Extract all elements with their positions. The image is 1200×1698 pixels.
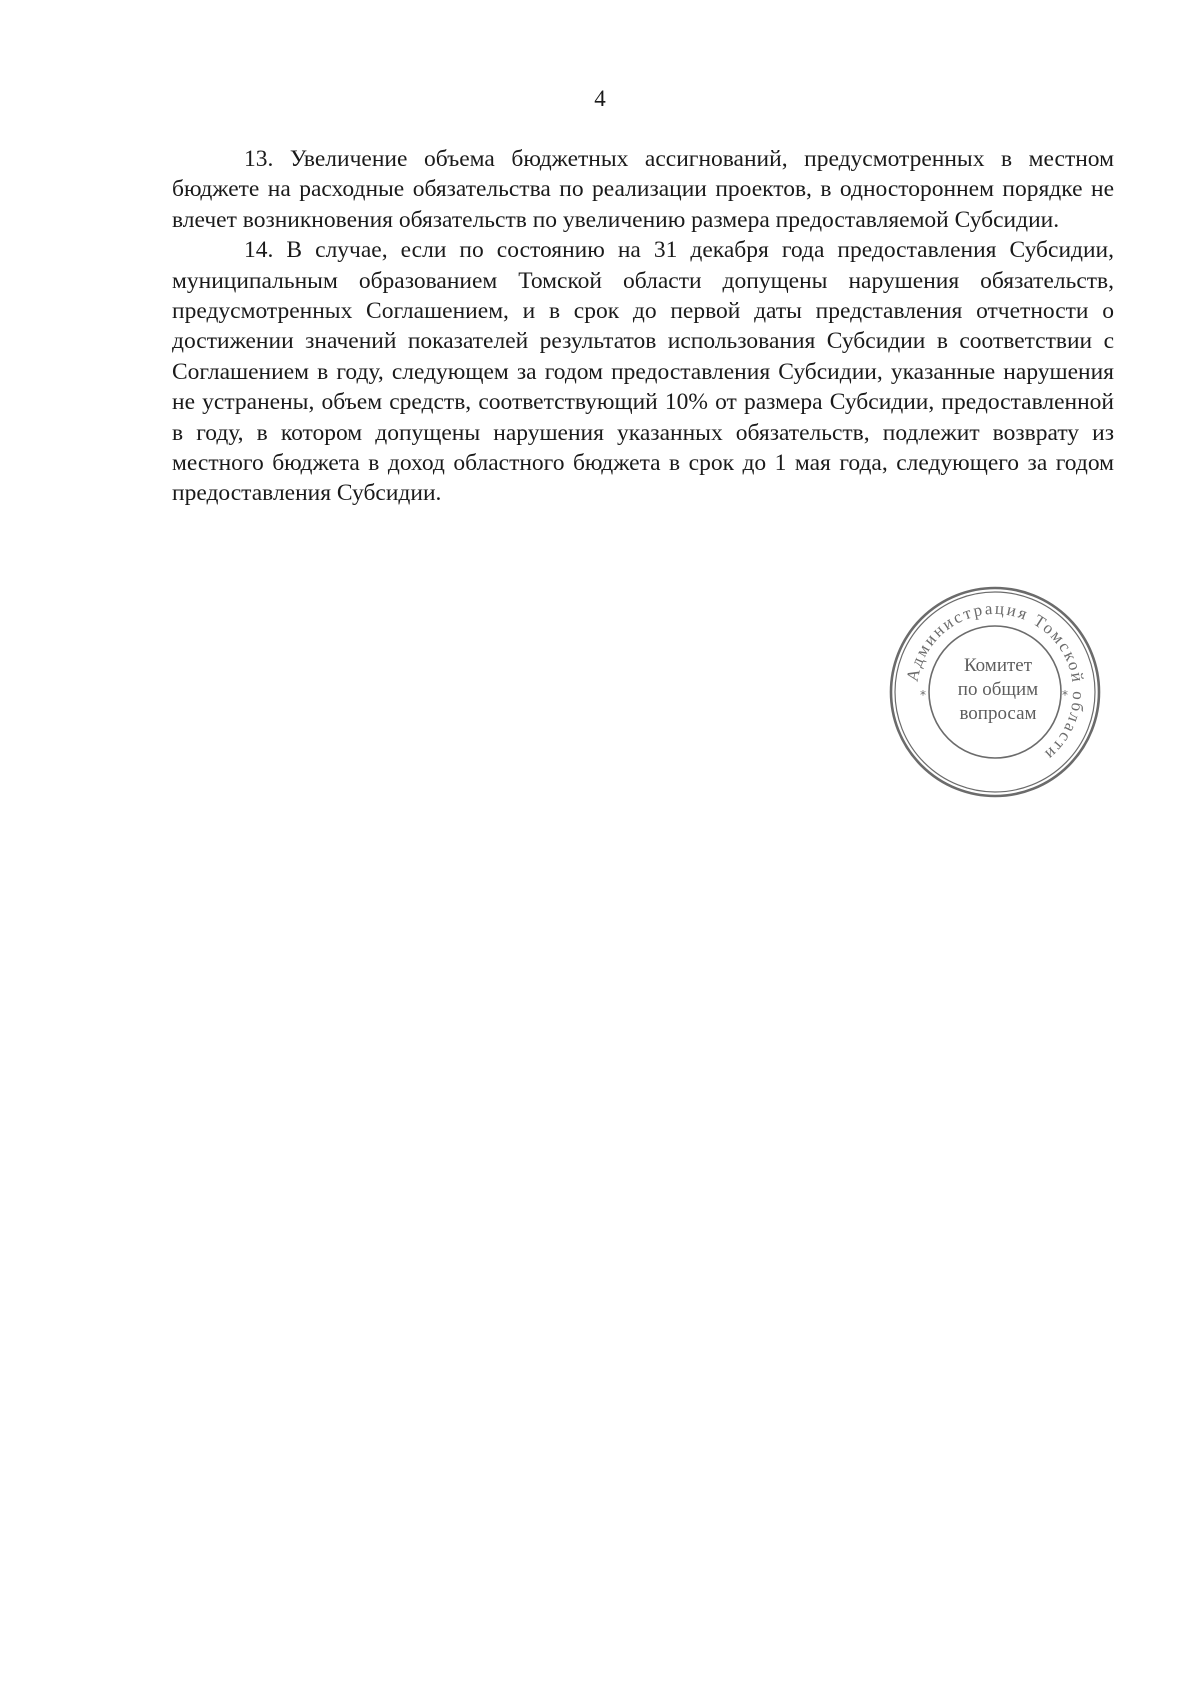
document-body [172,144,1114,509]
stamp-star-right: * [1062,688,1068,702]
paragraph-13: 13. Увеличение объема бюджетных ассигнований, предусмотренных в местном бюджете на расходные обязательства по реализации проектов, в одностороннем порядке не влечет возникновения обязательств по увеличению размера предоставляемой Субсидии. [172,146,1114,233]
stamp-ring-text: Администрация Томской области [902,598,1089,766]
page-number: 4 [594,86,606,111]
stamp-center-line-3: вопросам [959,703,1037,724]
stamp-center-line-1: Комитет [963,655,1033,676]
stamp-center-line-2: по общим [957,679,1039,700]
official-stamp-graphic [886,583,1104,801]
official-stamp [886,583,1104,801]
stamp-star-left: * [920,688,926,702]
paragraph-14: 14. В случае, если по состоянию на 31 декабря года предоставления Субсидии, муниципальным образованием Томской области допущены нарушения обязательств, предусмотренных Соглашением, и в срок до первой даты представления отчетности о достижении значений показателей результатов использования Субсидии в соответствии с Соглашением в году, следующем за годом предоставления Субсидии, указанные нарушения не устранены, объем средств, соответствующий 10% от размера Субсидии, предоставленной в году, в котором допущены нарушения указанных обязательств, подлежит возврату из местного бюджета в доход областного бюджета в срок до 1 мая года, следующего за годом предоставления Субсидии. [172,237,1114,507]
